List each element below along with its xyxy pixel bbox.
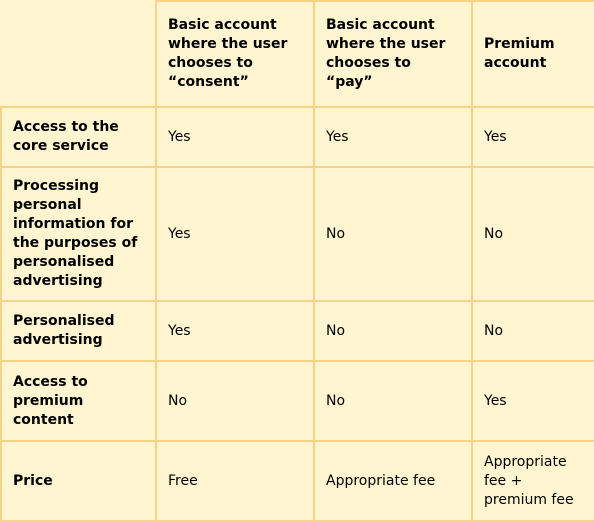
table-cell: Appropriate fee + premium fee xyxy=(472,441,594,521)
header-row xyxy=(1,1,594,107)
header-basic-pay: Basic account where the user chooses to “pay” xyxy=(314,1,472,107)
table-cell: No xyxy=(472,301,594,361)
table-row xyxy=(1,167,594,301)
table-row xyxy=(1,361,594,441)
table-row xyxy=(1,301,594,361)
table-row xyxy=(1,107,594,167)
table-row xyxy=(1,441,594,521)
table-cell: Yes xyxy=(156,301,314,361)
table-cell: No xyxy=(314,301,472,361)
header-premium: Premium account xyxy=(472,1,594,107)
table-cell: Yes xyxy=(472,361,594,441)
table-cell: No xyxy=(156,361,314,441)
table-cell: Yes xyxy=(472,107,594,167)
table-cell: Yes xyxy=(156,167,314,301)
table-cell: Free xyxy=(156,441,314,521)
table-cell: Appropriate fee xyxy=(314,441,472,521)
table-cell: Yes xyxy=(156,107,314,167)
row-label-personalised-advertising: Personalised advertising xyxy=(1,301,156,361)
table-cell: No xyxy=(472,167,594,301)
row-label-premium-content: Access to premium content xyxy=(1,361,156,441)
row-label-price: Price xyxy=(1,441,156,521)
row-label-core-service: Access to the core service xyxy=(1,107,156,167)
table-cell: No xyxy=(314,167,472,301)
header-basic-consent: Basic account where the user chooses to “consent” xyxy=(156,1,314,107)
header-corner-cell xyxy=(1,1,156,107)
row-label-processing-personal-info: Processing personal information for the purposes of personalised advertising xyxy=(1,167,156,301)
table-cell: Yes xyxy=(314,107,472,167)
table-cell: No xyxy=(314,361,472,441)
